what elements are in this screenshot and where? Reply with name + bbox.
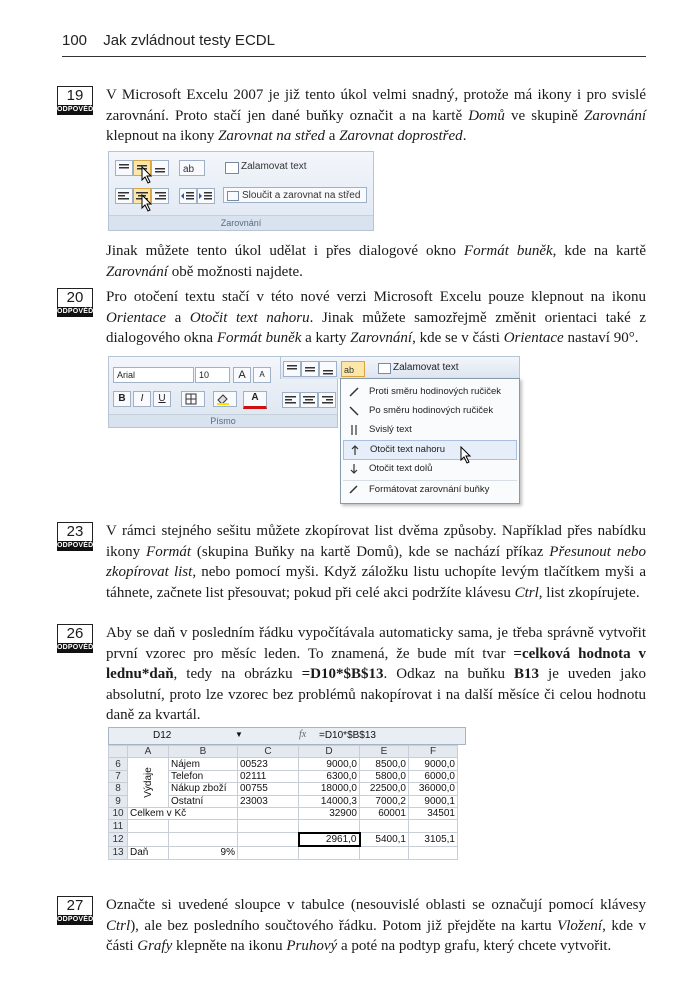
cell[interactable]: 7000,2 xyxy=(360,795,409,807)
vertical-text-icon xyxy=(348,424,360,436)
menu-item-rotate-down[interactable]: Otočit text dolů xyxy=(343,460,517,478)
page-number: 100 xyxy=(62,32,88,49)
cell[interactable]: 8500,0 xyxy=(360,758,409,770)
cell[interactable]: 5400,1 xyxy=(360,833,409,846)
answer-number: 23 xyxy=(57,522,93,541)
row-header[interactable]: 9 xyxy=(109,795,128,807)
merge-center-button[interactable]: Sloučit a zarovnat na střed xyxy=(223,187,367,203)
answer-19-text: V Microsoft Excelu 2007 je již tento úkol velmi snadný, protože má ikony i pro svislé zarovnání. Proto stačí jen dané buňky označit a na kartě Domů ve skupině Zarovnání klepnout na ikony Zarovnat na střed a Zarovnat doprostřed. xyxy=(106,87,646,145)
font-name-field[interactable]: Arial xyxy=(113,367,194,383)
answer-number: 19 xyxy=(57,86,93,105)
column-header[interactable]: A xyxy=(128,746,169,758)
column-header[interactable]: D xyxy=(299,746,360,758)
page-header xyxy=(62,32,275,49)
table-row xyxy=(109,807,458,819)
table-row xyxy=(109,820,458,833)
column-header[interactable]: E xyxy=(360,746,409,758)
row-header[interactable]: 13 xyxy=(109,846,128,859)
fill-color-icon[interactable] xyxy=(213,391,237,407)
wrap-text-button[interactable]: Zalamovat text xyxy=(223,159,307,175)
align-top-icon[interactable] xyxy=(115,160,133,176)
rotate-down-icon xyxy=(348,463,360,475)
mouse-cursor-icon xyxy=(141,194,155,212)
alignment-ribbon-screenshot xyxy=(108,151,374,231)
rotate-ccw-icon xyxy=(348,386,360,398)
align-top-icon[interactable] xyxy=(283,361,301,377)
cell[interactable]: 9000,0 xyxy=(299,758,360,770)
answer-20-text: Pro otočení textu stačí v této nové verzi Microsoft Excelu pouze klepnout na ikonu Orientace a Otočit text nahoru. Jinak můžete samozřejmě změnit orientaci také z dialogového okna Formát buněk a karty Zarovnání, kde se v části Orientace nastaví 90°. xyxy=(106,289,646,347)
cell[interactable]: Nájem xyxy=(169,758,238,770)
answer-number: 26 xyxy=(57,624,93,643)
column-header[interactable]: B xyxy=(169,746,238,758)
menu-item-rotate-up[interactable]: Otočit text nahoru xyxy=(343,440,517,460)
answer-badge-label: ODPOVĚĎ xyxy=(57,308,94,315)
cell[interactable]: 18000,0 xyxy=(299,783,360,795)
mouse-cursor-icon xyxy=(141,166,155,184)
cell[interactable]: 6300,0 xyxy=(299,770,360,782)
svg-text:ab: ab xyxy=(183,164,195,175)
cell[interactable] xyxy=(238,846,299,859)
borders-icon[interactable] xyxy=(181,391,205,407)
row-header[interactable]: 11 xyxy=(109,820,128,833)
answer-number: 27 xyxy=(57,896,93,915)
align-bottom-icon[interactable] xyxy=(319,361,337,377)
answer-23-text: V rámci stejného sešitu můžete zkopírovat list dvěma způsoby. Například přes nabídku ikony Formát (skupina Buňky na kartě Domů), kde se nachází příkaz Přesunout nebo zkopírovat list, nebo pomocí myši. Když záložku listu uchopíte levým tlačítkem myši a táhnete, začnete list přesouvat; pokud při celé akci podržíte klávesu Ctrl, list zkopírujete. xyxy=(106,523,647,601)
cell[interactable] xyxy=(360,820,409,833)
row-header[interactable]: 12 xyxy=(109,833,128,846)
page-title: Jak zvládnout testy ECDL xyxy=(103,32,275,49)
cell[interactable] xyxy=(409,846,458,859)
cell[interactable]: Telefon xyxy=(169,770,238,782)
row-header[interactable]: 7 xyxy=(109,770,128,782)
cell[interactable]: 6000,0 xyxy=(409,770,458,782)
wrap-text-button[interactable]: Zalamovat text xyxy=(377,361,459,375)
menu-item-format-alignment[interactable]: Formátovat zarovnání buňky xyxy=(343,480,517,499)
row-header[interactable]: 8 xyxy=(109,783,128,795)
menu-item-clockwise[interactable]: Po směru hodinových ručiček xyxy=(343,402,517,420)
cell[interactable]: 22500,0 xyxy=(360,783,409,795)
cell[interactable]: 9000,0 xyxy=(409,758,458,770)
cell[interactable] xyxy=(360,846,409,859)
rotate-up-icon xyxy=(349,444,361,456)
cell[interactable]: Nákup zboží xyxy=(169,783,238,795)
cell[interactable]: 32900 xyxy=(299,807,360,819)
font-color-button[interactable]: A xyxy=(243,391,267,409)
italic-button[interactable]: I xyxy=(133,391,151,407)
cell[interactable] xyxy=(238,833,299,846)
formula-text[interactable]: =D10*$B$13 xyxy=(319,730,376,741)
format-alignment-icon xyxy=(348,484,360,496)
row-header[interactable]: 6 xyxy=(109,758,128,770)
cell[interactable]: 00755 xyxy=(238,783,299,795)
answer-badge-label: ODPOVĚĎ xyxy=(57,106,94,113)
orientation-menu xyxy=(340,378,520,504)
answer-badge xyxy=(57,624,93,653)
align-left-icon[interactable] xyxy=(282,392,300,408)
wrap-text-icon xyxy=(225,162,239,174)
name-box[interactable]: D12 xyxy=(153,730,172,741)
alignment-toolbar xyxy=(280,356,520,379)
cell[interactable] xyxy=(128,820,169,833)
answer-badge-label: ODPOVĚĎ xyxy=(57,644,94,651)
cell[interactable]: Celkem v Kč xyxy=(128,807,238,819)
cell[interactable] xyxy=(299,846,360,859)
orientation-icon[interactable] xyxy=(179,160,205,176)
vertical-label-cell[interactable] xyxy=(128,758,169,808)
column-header[interactable]: F xyxy=(409,746,458,758)
font-orientation-screenshot xyxy=(108,356,518,504)
answer-badge xyxy=(57,896,93,925)
spreadsheet-screenshot xyxy=(108,727,464,879)
wrap-text-icon xyxy=(378,363,391,374)
column-header[interactable]: C xyxy=(238,746,299,758)
svg-text:ab: ab xyxy=(344,365,355,375)
cell[interactable] xyxy=(128,833,169,846)
cell[interactable] xyxy=(169,820,238,833)
font-group-label: Písmo xyxy=(109,414,337,427)
answer-badge-label: ODPOVĚĎ xyxy=(57,916,94,923)
cell[interactable]: Daň xyxy=(128,846,169,859)
cell[interactable]: 9% xyxy=(169,846,238,859)
answer-number: 20 xyxy=(57,288,93,307)
dropdown-arrow-icon[interactable]: ▼ xyxy=(235,730,243,739)
cell[interactable]: 36000,0 xyxy=(409,783,458,795)
answer-26-text: Aby se daň v posledním řádku vypočítávala automaticky sama, je třeba správně vytvořit první vzorec pro měsíc leden. To znamená, že bude mít tvar =celková hodnota v lednu*daň, tedy na obrázku =D10*$B$13. Odkaz na buňku B13 je uveden jako absolutní, proto lze vzorec bez problémů nakopírovat i na další měsíce či celou hodnotu daně za kvartál. xyxy=(106,625,647,724)
table-row xyxy=(109,833,458,846)
cell[interactable] xyxy=(169,833,238,846)
increase-indent-icon[interactable] xyxy=(197,188,215,204)
cell[interactable]: 3105,1 xyxy=(409,833,458,846)
function-icon[interactable]: fx xyxy=(299,729,307,740)
alignment-group-label: Zarovnání xyxy=(109,215,373,230)
font-size-field[interactable]: 10 xyxy=(195,367,230,383)
cell[interactable]: 23003 xyxy=(238,795,299,807)
rotate-cw-icon xyxy=(348,405,360,417)
row-header[interactable]: 10 xyxy=(109,807,128,819)
cell[interactable]: 9000,1 xyxy=(409,795,458,807)
cell[interactable]: 60001 xyxy=(360,807,409,819)
shrink-font-button[interactable]: A xyxy=(253,367,271,383)
answer-19-extra-text: Jinak můžete tento úkol udělat i přes dialogové okno Formát buněk, kde na kartě Zarovnání obě možnosti najdete. xyxy=(106,243,646,280)
table-row xyxy=(109,846,458,859)
menu-item-counterclockwise[interactable]: Proti směru hodinových ručiček xyxy=(343,383,517,401)
cell[interactable] xyxy=(299,820,360,833)
merge-cells-icon xyxy=(227,191,239,201)
align-right-icon[interactable] xyxy=(318,392,336,408)
cell[interactable]: Ostatní xyxy=(169,795,238,807)
selected-cell[interactable]: 2961,0 xyxy=(299,833,360,846)
cell[interactable]: 00523 xyxy=(238,758,299,770)
align-left-icon[interactable] xyxy=(115,188,133,204)
answer-badge xyxy=(57,86,93,115)
vertical-label: Výdaje xyxy=(142,767,154,798)
menu-item-vertical-text[interactable]: Svislý text xyxy=(343,421,517,439)
cell[interactable]: 02111 xyxy=(238,770,299,782)
header-rule xyxy=(62,56,646,57)
answer-27-text: Označte si uvedené sloupce v tabulce (nesouvislé oblasti se označují pomocí klávesy Ctrl), ale bez posledního součtového řádku. Potom již přejděte na kartu Vložení, kde v části Grafy klepněte na ikonu Pruhový a poté na podtyp grafu, který chcete vytvořit. xyxy=(106,897,646,955)
sheet-grid xyxy=(108,745,458,860)
cell[interactable] xyxy=(409,820,458,833)
table-row xyxy=(109,758,458,770)
answer-badge-label: ODPOVĚĎ xyxy=(57,542,94,549)
mouse-cursor-icon xyxy=(460,446,474,464)
cell[interactable]: 34501 xyxy=(409,807,458,819)
cell[interactable]: 5800,0 xyxy=(360,770,409,782)
align-middle-icon[interactable] xyxy=(301,361,319,377)
orientation-icon[interactable] xyxy=(341,361,365,377)
answer-badge xyxy=(57,288,93,317)
cell[interactable] xyxy=(238,807,299,819)
cell[interactable]: 14000,3 xyxy=(299,795,360,807)
align-center-icon[interactable] xyxy=(300,392,318,408)
cell[interactable] xyxy=(238,820,299,833)
answer-badge xyxy=(57,522,93,551)
column-header[interactable] xyxy=(109,746,128,758)
underline-button[interactable]: U xyxy=(153,391,171,407)
formula-bar xyxy=(108,727,466,745)
bold-button[interactable]: B xyxy=(113,391,131,407)
decrease-indent-icon[interactable] xyxy=(179,188,197,204)
grow-font-button[interactable]: A xyxy=(233,367,251,383)
